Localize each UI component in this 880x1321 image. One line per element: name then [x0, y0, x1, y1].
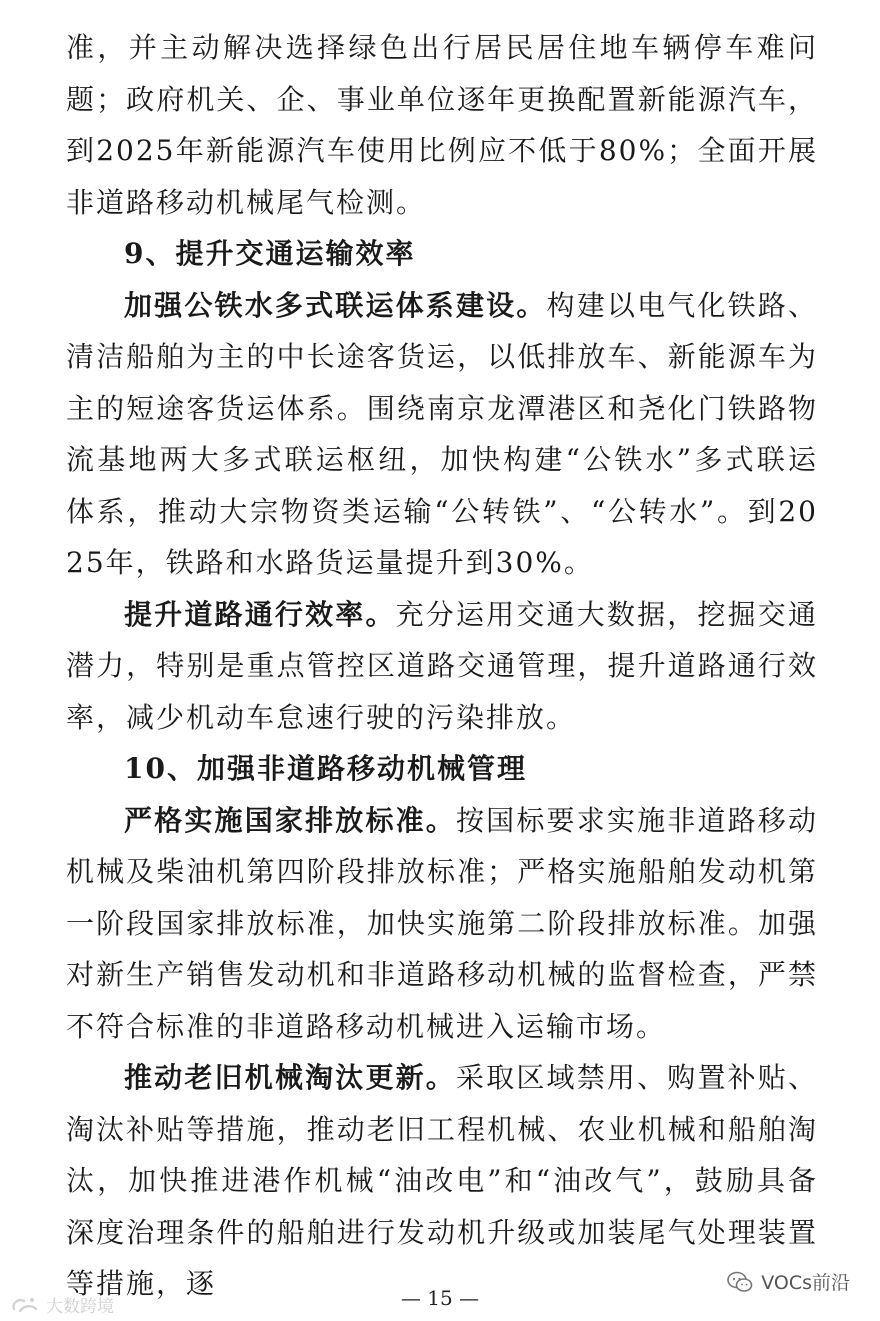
paragraph-text: 准，并主动解决选择绿色出行居民居住地车辆停车难问题；政府机关、企、事业单位逐年更换配置新能源汽车，到2025年新能源汽车使用比例应不低于80%；全面开展非道路移动机械尾气检测。 — [66, 31, 818, 219]
paragraph-text: 采取区域禁用、购置补贴、淘汰补贴等措施，推动老旧工程机械、农业机械和船舶淘汰，加快推进港作机械“油改电”和“油改气”，鼓励具备深度治理条件的船舶进行发动机升级或加装尾气处理装置等措施，逐 — [66, 1061, 818, 1300]
section-heading-9: 9、提升交通运输效率 — [124, 237, 416, 270]
paragraph-text: 充分运用交通大数据，挖掘交通潜力，特别是重点管控区道路交通管理，提升道路通行效率，减少机动车怠速行驶的污染排放。 — [66, 597, 818, 734]
watermark-text: 大数跨境 — [46, 1297, 114, 1317]
paragraph-continuation — [66, 22, 818, 228]
paragraph-lead: 推动老旧机械淘汰更新。 — [124, 1061, 456, 1094]
wechat-account-name: VOCs前沿 — [761, 1272, 850, 1294]
page-number: — 15 — — [400, 1286, 480, 1310]
paragraph-lead: 严格实施国家排放标准。 — [124, 803, 456, 837]
paragraph-intermodal — [66, 280, 818, 589]
bigdata-logo-icon — [10, 1295, 40, 1315]
document-body — [66, 22, 818, 1310]
paragraph-emission-standards — [66, 795, 818, 1053]
paragraph-road-efficiency — [66, 589, 818, 744]
paragraph-lead: 提升道路通行效率。 — [124, 597, 396, 631]
paragraph-text: 按国标要求实施非道路移动机械及柴油机第四阶段排放标准；严格实施船舶发动机第一阶段国家排放标准，加快实施第二阶段排放标准。加强对新生产销售发动机和非道路移动机械的监督检查，严禁不符合标准的非道路移动机械进入运输市场。 — [66, 803, 818, 1043]
paragraph-text: 构建以电气化铁路、清洁船舶为主的中长途客货运，以低排放车、新能源车为主的短途客货运体系。围绕南京龙潭港区和尧化门铁路物流基地两大多式联运枢纽，加快构建“公铁水”多式联运体系，推动大宗物资类运输“公转铁”、“公转水”。到2025年，铁路和水路货运量提升到30%。 — [66, 288, 818, 579]
paragraph-machinery-renewal — [66, 1052, 818, 1310]
bigdata-watermark — [10, 1292, 114, 1317]
section-heading-10: 10、加强非道路移动机械管理 — [124, 752, 527, 785]
paragraph-lead: 加强公铁水多式联运体系建设。 — [124, 288, 547, 322]
